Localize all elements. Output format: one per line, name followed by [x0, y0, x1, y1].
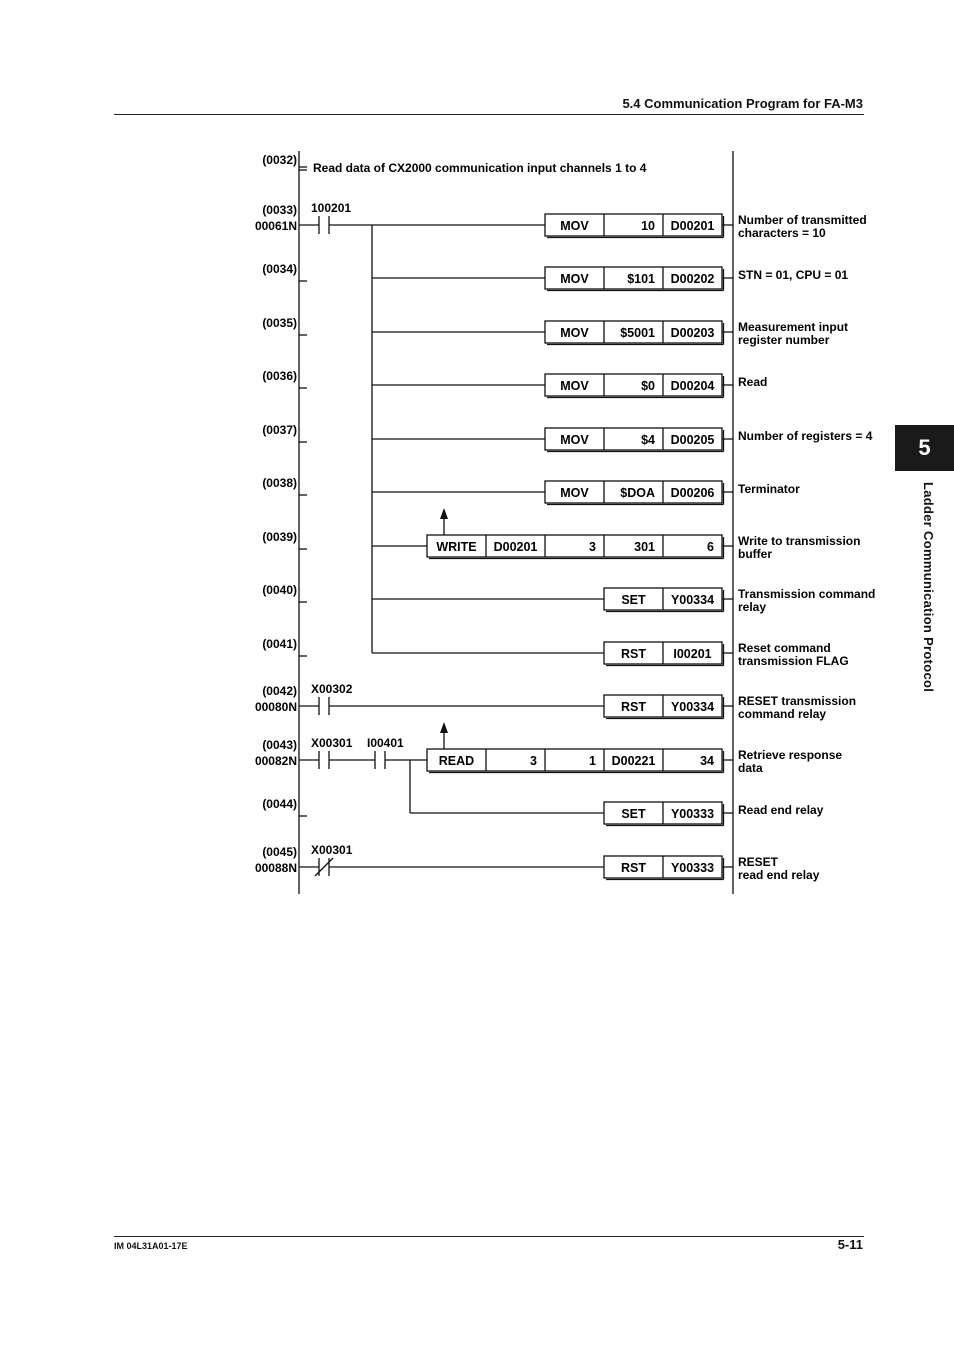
instruction-opcode: WRITE: [436, 540, 477, 554]
step-address: 00082N: [254, 754, 297, 768]
step-number: (0043): [262, 738, 297, 752]
step-number: (0040): [262, 583, 297, 597]
chapter-number-tab: 5: [895, 425, 954, 471]
rung-comment: Terminator: [738, 482, 800, 496]
instruction-operand: $101: [627, 272, 655, 286]
step-number: (0032): [262, 153, 297, 167]
ladder-diagram: [240, 145, 880, 905]
rung-comment: Number of transmitted: [738, 213, 867, 227]
chapter-title: Ladder Communication Protocol: [921, 482, 936, 693]
instruction-opcode: MOV: [560, 272, 589, 286]
instruction-opcode: RST: [621, 700, 646, 714]
rung-comment: Reset command: [738, 641, 831, 655]
contact-label: X00301: [311, 736, 353, 750]
instruction-operand: I00201: [673, 647, 712, 661]
instruction-opcode: SET: [621, 807, 646, 821]
instruction-operand: Y00334: [670, 593, 715, 607]
instruction-operand: 34: [700, 754, 714, 768]
instruction-opcode: MOV: [560, 379, 589, 393]
instruction-opcode: MOV: [560, 326, 589, 340]
instruction-opcode: MOV: [560, 433, 589, 447]
instruction-operand: D00201: [493, 540, 538, 554]
instruction-operand: $5001: [620, 326, 655, 340]
rung-comment: RESET: [738, 855, 779, 869]
step-number: (0033): [262, 203, 297, 217]
rung-comment: data: [738, 761, 763, 775]
instruction-opcode: MOV: [560, 219, 589, 233]
instruction-operand: 1: [589, 754, 596, 768]
step-address: 00080N: [254, 700, 297, 714]
step-number: (0035): [262, 316, 297, 330]
step-number: (0037): [262, 423, 297, 437]
rung-comment: relay: [738, 600, 767, 614]
arrow-up-icon: [440, 508, 448, 519]
rung-comment: RESET transmission: [738, 694, 857, 708]
rung-comment: transmission FLAG: [738, 654, 849, 668]
rung-comment: command relay: [738, 707, 827, 721]
instruction-opcode: RST: [621, 647, 646, 661]
rung-comment: Write to transmission: [738, 534, 861, 548]
rung-comment: Read: [738, 375, 768, 389]
contact-label: 100201: [311, 201, 352, 215]
instruction-opcode: RST: [621, 861, 646, 875]
rung-comment: read end relay: [738, 868, 820, 882]
instruction-operand: D00202: [670, 272, 715, 286]
rung-comment: characters = 10: [738, 226, 826, 240]
step-number: (0042): [262, 684, 297, 698]
step-number: (0038): [262, 476, 297, 490]
instruction-operand: 301: [634, 540, 655, 554]
rung-comment: Read end relay: [738, 803, 824, 817]
instruction-operand: Y00333: [670, 807, 715, 821]
instruction-operand: 6: [707, 540, 714, 554]
instruction-opcode: SET: [621, 593, 646, 607]
step-address: 00061N: [254, 219, 297, 233]
rung-comment: STN = 01, CPU = 01: [738, 268, 849, 282]
step-number: (0044): [262, 797, 297, 811]
instruction-operand: $4: [641, 433, 655, 447]
step-number: (0045): [262, 845, 297, 859]
step-number: (0036): [262, 369, 297, 383]
contact-label: X00301: [311, 843, 353, 857]
rung-comment: Transmission command: [738, 587, 876, 601]
rung-comment: Number of registers = 4: [738, 429, 873, 443]
instruction-operand: D00221: [611, 754, 656, 768]
rung-comment: Read data of CX2000 communication input channels 1 to 4: [313, 161, 647, 175]
instruction-operand: D00205: [670, 433, 715, 447]
instruction-opcode: READ: [438, 754, 475, 768]
instruction-operand: 3: [589, 540, 596, 554]
instruction-operand: Y00334: [670, 700, 715, 714]
instruction-operand: Y00333: [670, 861, 715, 875]
document-id: IM 04L31A01-17E: [114, 1241, 188, 1251]
rung-comment: Retrieve response: [738, 748, 843, 762]
instruction-operand: D00204: [670, 379, 715, 393]
instruction-operand: $0: [641, 379, 655, 393]
rung-comment: Measurement input: [738, 320, 849, 334]
instruction-operand: D00201: [670, 219, 715, 233]
page-number: 5-11: [837, 1237, 863, 1252]
instruction-operand: 3: [530, 754, 537, 768]
arrow-up-icon: [440, 722, 448, 733]
instruction-operand: $DOA: [620, 486, 655, 500]
contact-label: X00302: [311, 682, 353, 696]
instruction-operand: 10: [641, 219, 655, 233]
step-number: (0034): [262, 262, 297, 276]
instruction-operand: D00203: [670, 326, 715, 340]
section-title: 5.4 Communication Program for FA-M3: [622, 96, 863, 111]
header-rule: [114, 114, 864, 115]
rung-comment: buffer: [738, 547, 772, 561]
contact-label: I00401: [367, 736, 404, 750]
instruction-operand: D00206: [670, 486, 715, 500]
footer-rule: [114, 1236, 864, 1237]
step-address: 00088N: [254, 861, 297, 875]
rung-comment: register number: [738, 333, 830, 347]
step-number: (0039): [262, 530, 297, 544]
step-number: (0041): [262, 637, 297, 651]
instruction-opcode: MOV: [560, 486, 589, 500]
